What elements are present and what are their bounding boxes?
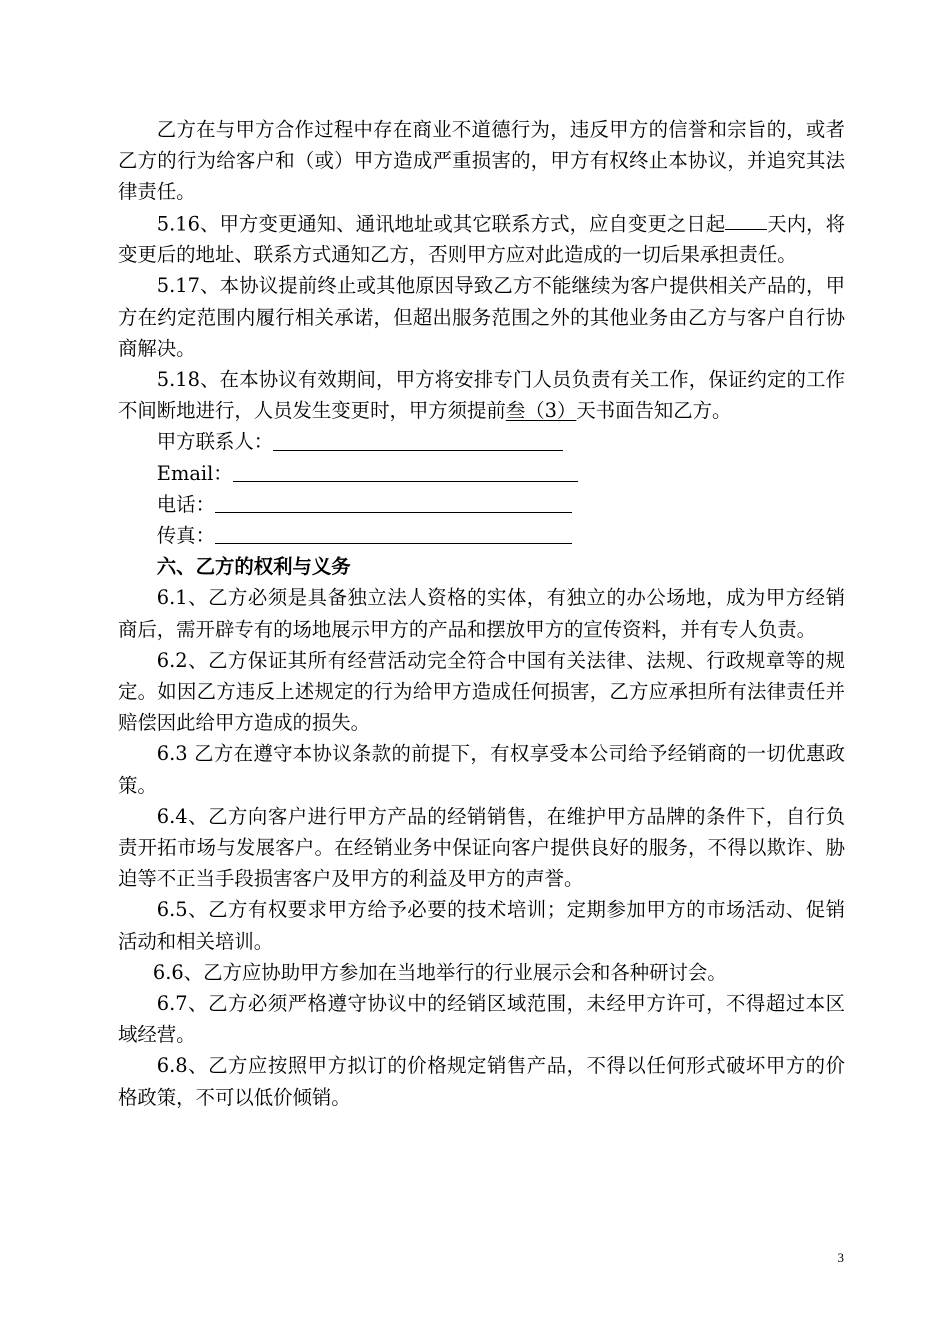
fax-blank-line: [215, 542, 572, 544]
paragraph-5-18-text-start: 5.18、在本协议有效期间，甲方将安排专门人员负责有关工作，保证约定的工作不间断地进行，人员发生变更时，甲方须提前: [118, 367, 845, 423]
email-label: Email：: [156, 461, 233, 485]
paragraph-6-4: 6.4、乙方向客户进行甲方产品的经销销售，在维护甲方品牌的条件下，自行负责开拓市场与发展客户。在经销业务中保证向客户提供良好的服务，不得以欺诈、胁迫等不正当手段损害客户及甲方的利益及甲方的声誉。: [118, 804, 845, 891]
paragraph-breach-clause: 乙方在与甲方合作过程中存在商业不道德行为，违反甲方的信誉和宗旨的，或者乙方的行为给客户和（或）甲方造成严重损害的，甲方有权终止本协议，并追究其法律责任。: [118, 118, 845, 204]
paragraph-6-5: 6.5、乙方有权要求甲方给予必要的技术培训；定期参加甲方的市场活动、促销活动和相关培训。: [118, 898, 845, 953]
paragraph-5-16-text-start: 5.16、甲方变更通知、通讯地址或其它联系方式，应自变更之日起: [156, 211, 726, 235]
fax-label: 传真：: [156, 523, 215, 547]
paragraph-6-7: 6.7、乙方必须严格遵守协议中的经销区域范围，未经甲方许可，不得超过本区域经营。: [118, 991, 845, 1047]
paragraph-6-1: 6.1、乙方必须是具备独立法人资格的实体，有独立的办公场地，成为甲方经销商后，需开辟专有的场地展示甲方的产品和摆放甲方的宣传资料，并有专人负责。: [118, 586, 845, 641]
contact-person-label: 甲方联系人：: [156, 430, 274, 454]
phone-label: 电话：: [156, 492, 215, 516]
paragraph-5-18: [118, 364, 845, 426]
document-body: [118, 114, 845, 1113]
notice-days-value: 叁（3）: [505, 399, 577, 423]
email-row: [118, 458, 845, 489]
paragraph-5-16-text-end: 天内，将变更后的地址、联系方式通知乙方，否则甲方应对此造成的一切后果承担责任。: [118, 211, 845, 267]
phone-row: [118, 489, 845, 520]
paragraph-5-18-text-end: 天书面告知乙方。: [576, 399, 732, 423]
paragraph-5-17: 5.17、本协议提前终止或其他原因导致乙方不能继续为客户提供相关产品的，甲方在约定范围内履行相关承诺，但超出服务范围之外的其他业务由乙方与客户自行协商解决。: [118, 274, 845, 360]
section-6-heading: 六、乙方的权利与义务: [156, 555, 351, 579]
fax-row: [118, 520, 845, 551]
page-number: 3: [837, 1250, 844, 1265]
days-blank-field: [725, 208, 767, 230]
paragraph-6-3: 6.3 乙方在遵守本协议条款的前提下，有权享受本公司给予经销商的一切优惠政策。: [118, 742, 845, 797]
paragraph-6-6: 6.6、乙方应协助甲方参加在当地举行的行业展示会和各种研讨会。: [152, 960, 727, 984]
contact-person-row: [118, 426, 845, 457]
paragraph-5-16: [118, 208, 845, 271]
phone-blank-line: [215, 511, 572, 513]
email-blank-line: [233, 480, 578, 482]
contact-person-blank-line: [273, 449, 563, 451]
paragraph-6-8: 6.8、乙方应按照甲方拟订的价格规定销售产品，不得以任何形式破坏甲方的价格政策，不可以低价倾销。: [118, 1054, 845, 1109]
paragraph-6-2: 6.2、乙方保证其所有经营活动完全符合中国有关法律、法规、行政规章等的规定。如因乙方违反上述规定的行为给甲方造成任何损害，乙方应承担所有法律责任并赔偿因此给甲方造成的损失。: [118, 648, 845, 735]
